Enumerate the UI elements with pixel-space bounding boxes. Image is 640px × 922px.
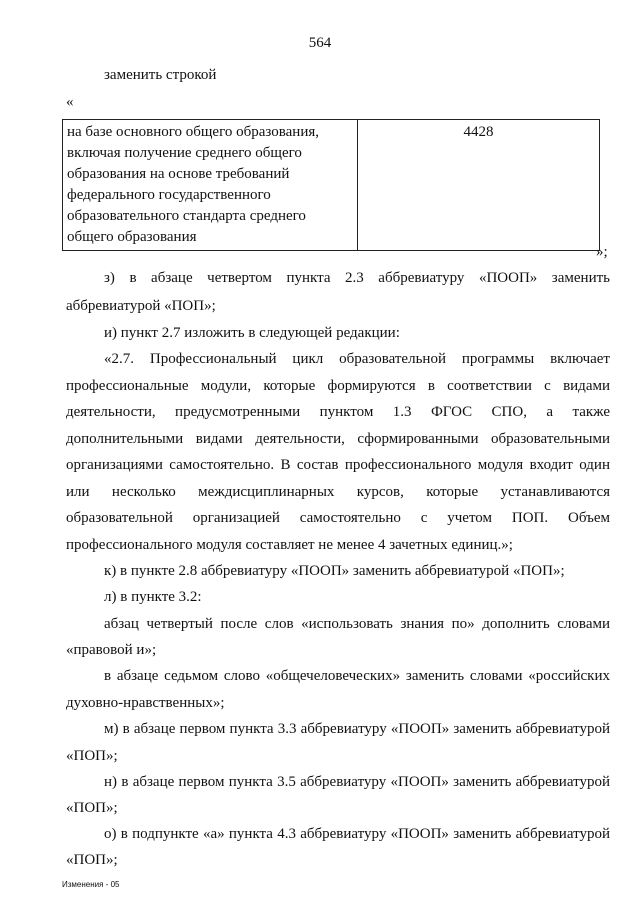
paragraph-z-line-1: з) в абзаце четвертом пункта 2.3 аббревиатуру «ПООП» заменить [104, 270, 610, 286]
table-cell-description [63, 120, 358, 251]
paragraph-m-line-1: м) в абзаце первом пункта 3.3 аббревиатуру «ПООП» заменить аббревиатурой [104, 721, 610, 737]
close-quote: »; [596, 244, 608, 260]
table-line: образования на основе требований [67, 166, 290, 182]
paragraph-27-line-6: или несколько междисциплинарных курсов, которые устанавливаются [66, 484, 610, 500]
table-line: на базе основного общего образования, [67, 124, 319, 140]
paragraph-27-line-5: организациями самостоятельно. В состав профессионального модуля входит один [66, 457, 610, 473]
table-row [63, 120, 600, 251]
page-number: 564 [308, 35, 332, 51]
paragraph-27-line-3: деятельности, предусмотренными пунктом 1.3 ФГОС СПО, а также [66, 404, 610, 420]
paragraph-abzac4-line-2: «правовой и»; [66, 642, 157, 658]
paragraph-n-line-1: н) в абзаце первом пункта 3.5 аббревиатуру «ПООП» заменить аббревиатурой [104, 774, 610, 790]
open-quote: « [66, 94, 74, 110]
paragraph-l: л) в пункте 3.2: [104, 589, 202, 605]
paragraph-27-line-4: дополнительными видами деятельности, сформированными образовательными [66, 431, 610, 447]
paragraph-i: и) пункт 2.7 изложить в следующей редакции: [104, 325, 400, 341]
table-line: федерального государственного [67, 187, 271, 203]
paragraph-27-line-8: профессионального модуля составляет не менее 4 зачетных единиц.»; [66, 537, 513, 553]
paragraph-abzac7-line-2: духовно-нравственных»; [66, 695, 225, 711]
replacement-table [62, 119, 600, 251]
paragraph-o-line-1: о) в подпункте «а» пункта 4.3 аббревиатуру «ПООП» заменить аббревиатурой [104, 826, 610, 842]
paragraph-n-line-2: «ПОП»; [66, 800, 118, 816]
paragraph-m-line-2: «ПОП»; [66, 748, 118, 764]
table-line: включая получение среднего общего [67, 145, 302, 161]
paragraph-27-line-1: «2.7. Профессиональный цикл образовательной программы включает [104, 351, 610, 367]
intro-text: заменить строкой [104, 67, 217, 83]
paragraph-abzac4-line-1: абзац четвертый после слов «использовать знания по» дополнить словами [104, 616, 610, 632]
paragraph-k: к) в пункте 2.8 аббревиатуру «ПООП» заменить аббревиатурой «ПОП»; [104, 563, 565, 579]
table-line: общего образования [67, 229, 197, 245]
paragraph-27-line-7: образовательной организацией самостоятельно с учетом ПОП. Объем [66, 510, 610, 526]
paragraph-27-line-2: профессиональные модули, которые формируются в соответствии с видами [66, 378, 610, 394]
paragraph-abzac7-line-1: в абзаце седьмом слово «общечеловеческих» заменить словами «российских [104, 668, 610, 684]
paragraph-o-line-2: «ПОП»; [66, 852, 118, 868]
table-cell-value: 4428 [358, 120, 600, 251]
footer-note: Изменения - 05 [62, 880, 120, 889]
paragraph-z-line-2: аббревиатурой «ПОП»; [66, 298, 216, 314]
table-line: образовательного стандарта среднего [67, 208, 306, 224]
